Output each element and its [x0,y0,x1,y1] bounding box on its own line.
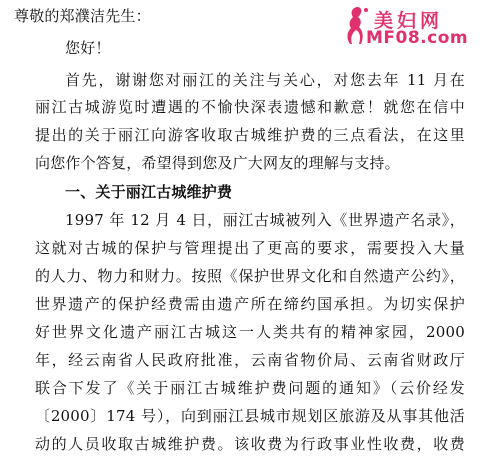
site-url: MF08.com [366,28,469,48]
paragraph-line: 首先，谢谢您对丽江的关注与关心，对您去年 11 月在 [65,71,465,89]
paragraph-line: 联合下发了《关于丽江古城维护费问题的通知》（云价经发 [35,379,465,397]
site-name: 美妇网 [374,10,444,32]
paragraph-line: 1997 年 12 月 4 日，丽江古城被列入《世界遗产名录》， [65,211,465,229]
paragraph-line: 向您作个答复，希望得到您及广大网友的理解与支持。 [35,154,400,172]
paragraph-line: 的人力、物力和财力。按照《保护世界文化和自然遗产公约》， [35,267,465,285]
salutation: 尊敬的郑濮洁先生： [14,7,151,25]
paragraph-line: 提出的关于丽江向游客收取古城维护费的三点看法，在这里 [35,126,465,144]
paragraph-line: 〔2000〕174 号），向到丽江县城市规划区旅游及从事其他活 [35,407,465,425]
paragraph-line: 世界遗产的保护经费需由遗产所在缔约国承担。为切实保护 [35,295,465,313]
paragraph-line: 好世界文化遗产丽江古城这一人类共有的精神家园，2000 [35,323,465,341]
paragraph-line: 这就对古城的保护与管理提出了更高的要求，需要投入大量 [35,239,465,257]
greeting: 您好！ [65,39,111,57]
paragraph-line: 年，经云南省人民政府批准，云南省物价局、云南省财政厅 [35,351,465,369]
paragraph-line: 动的人员收取古城维护费。该收费为行政事业性收费，收费 [35,435,465,453]
paragraph-line: 丽江古城游览时遭遇的不愉快深表遗憾和歉意！就您在信中 [35,98,465,116]
section-heading: 一、关于丽江古城维护费 [65,183,233,201]
